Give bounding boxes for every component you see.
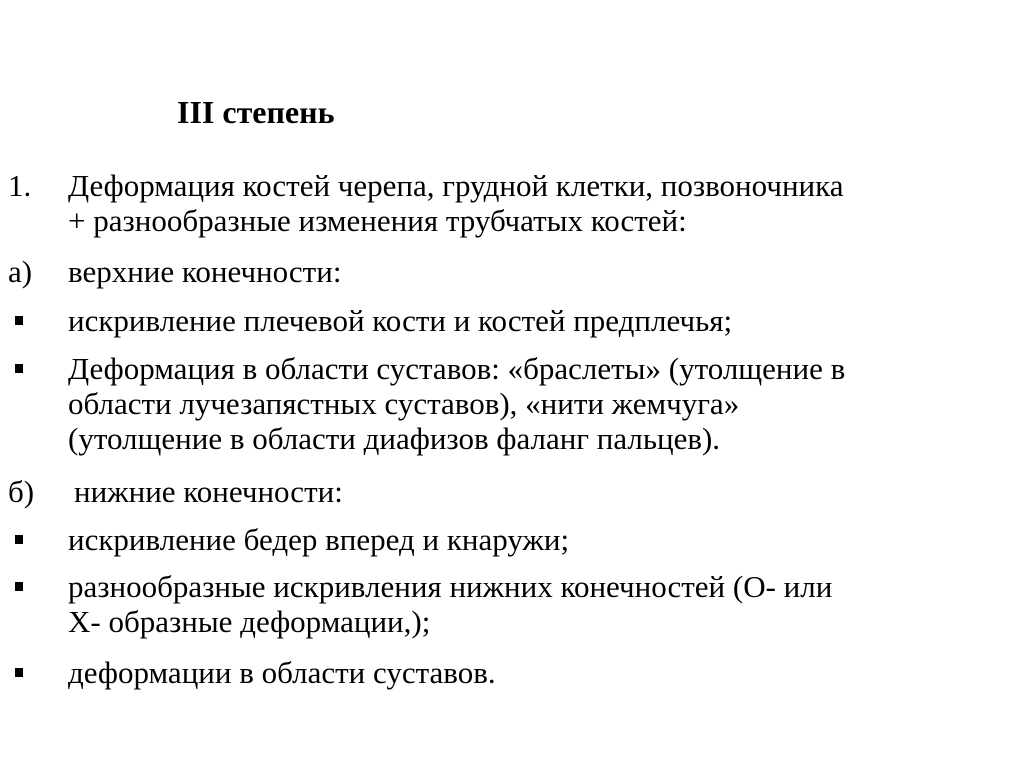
list-item-bullet — [8, 351, 1008, 456]
list-item-text: деформации в области суставов. — [68, 655, 496, 690]
list-item-text: искривление плечевой кости и костей предплечья; — [68, 303, 733, 338]
list-item-bullet — [8, 655, 1008, 691]
list-item-bullet — [8, 303, 1008, 339]
list-item-text: области лучезапястных суставов), «нити жемчуга» — [68, 386, 740, 421]
list-item-text: Деформация костей черепа, грудной клетки, позвоночника — [68, 168, 844, 203]
list-item-bullet — [8, 569, 1008, 639]
slide-title: III степень — [177, 94, 335, 130]
list-item-text: (утолщение в области диафизов фаланг пальцев). — [68, 421, 721, 456]
list-item-text: верхние конечности: — [68, 254, 342, 289]
list-item-text: разнообразные искривления нижних конечностей (О- или — [68, 569, 833, 604]
list-item-text: искривление бедер вперед и кнаружи; — [68, 522, 570, 557]
square-bullet-icon — [15, 668, 23, 677]
square-bullet-icon — [15, 364, 23, 373]
list-item-text: нижние конечности: — [74, 474, 343, 509]
list-number: 1. — [8, 168, 32, 203]
square-bullet-icon — [15, 535, 23, 544]
list-item-text: Х- образные деформации,); — [68, 604, 431, 639]
square-bullet-icon — [15, 582, 23, 591]
list-item-numbered — [8, 168, 1008, 238]
list-item-text: + разнообразные изменения трубчатых костей: — [68, 203, 687, 238]
list-item-bullet — [8, 522, 1008, 558]
list-item-lettered — [8, 474, 1008, 510]
square-bullet-icon — [15, 316, 23, 325]
list-letter: а) — [8, 254, 33, 289]
list-letter: б) — [8, 474, 35, 509]
list-item-text: Деформация в области суставов: «браслеты» (утолщение в — [68, 351, 846, 386]
list-item-lettered — [8, 254, 1008, 290]
